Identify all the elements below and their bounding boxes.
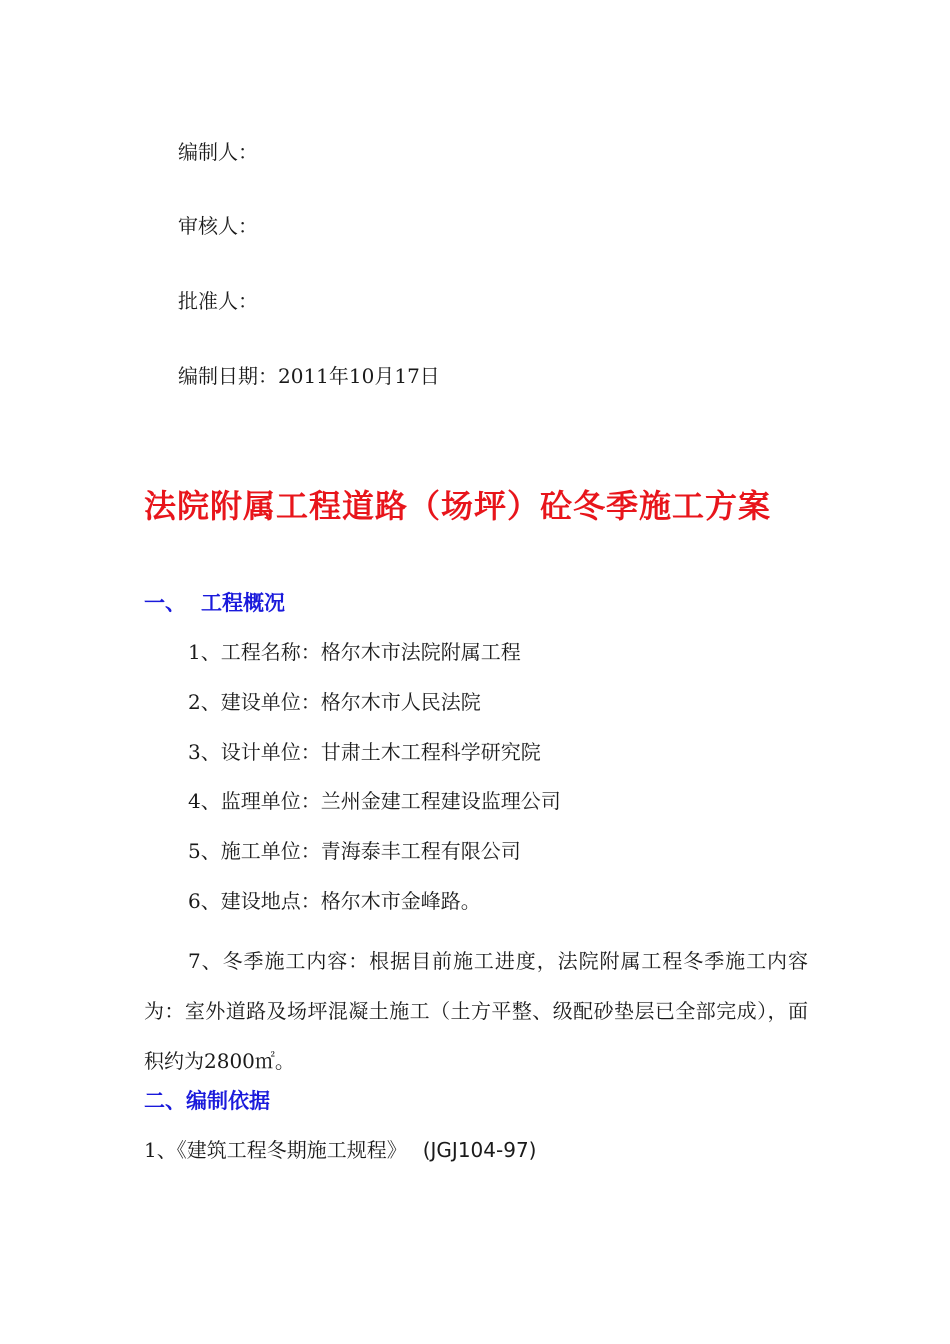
approver-label: 批准人： <box>178 289 258 313</box>
reference-item <box>144 1136 536 1164</box>
reference-code: (JGJ104-97) <box>422 1138 537 1162</box>
compiler-label: 编制人： <box>178 140 258 164</box>
section-1-number: 一、 <box>144 591 186 615</box>
section-1-heading <box>144 588 285 618</box>
compile-date: 编制日期：2011年10月17日 <box>178 364 440 388</box>
overview-item: 6、建设地点：格尔木市金峰路。 <box>188 889 481 913</box>
reference-title: 1、《建筑工程冬期施工规程》 <box>144 1138 407 1162</box>
section-2-heading: 二、编制依据 <box>144 1089 270 1113</box>
winter-construction-paragraph: 7、冬季施工内容：根据目前施工进度，法院附属工程冬季施工内容为：室外道路及场坪混凝土施工（土方平整、级配砂垫层已全部完成），面积约为2800㎡。 <box>144 949 808 1073</box>
overview-item: 4、监理单位：兰州金建工程建设监理公司 <box>188 789 561 813</box>
overview-item: 2、建设单位：格尔木市人民法院 <box>188 690 481 714</box>
reviewer-label: 审核人： <box>178 214 258 238</box>
document-title: 法院附属工程道路（场坪）砼冬季施工方案 <box>144 487 772 525</box>
section-1-title: 工程概况 <box>201 591 285 615</box>
overview-item: 5、施工单位：青海泰丰工程有限公司 <box>188 839 521 863</box>
overview-item: 1、工程名称：格尔木市法院附属工程 <box>188 640 521 664</box>
overview-item: 3、设计单位：甘肃土木工程科学研究院 <box>188 740 541 764</box>
